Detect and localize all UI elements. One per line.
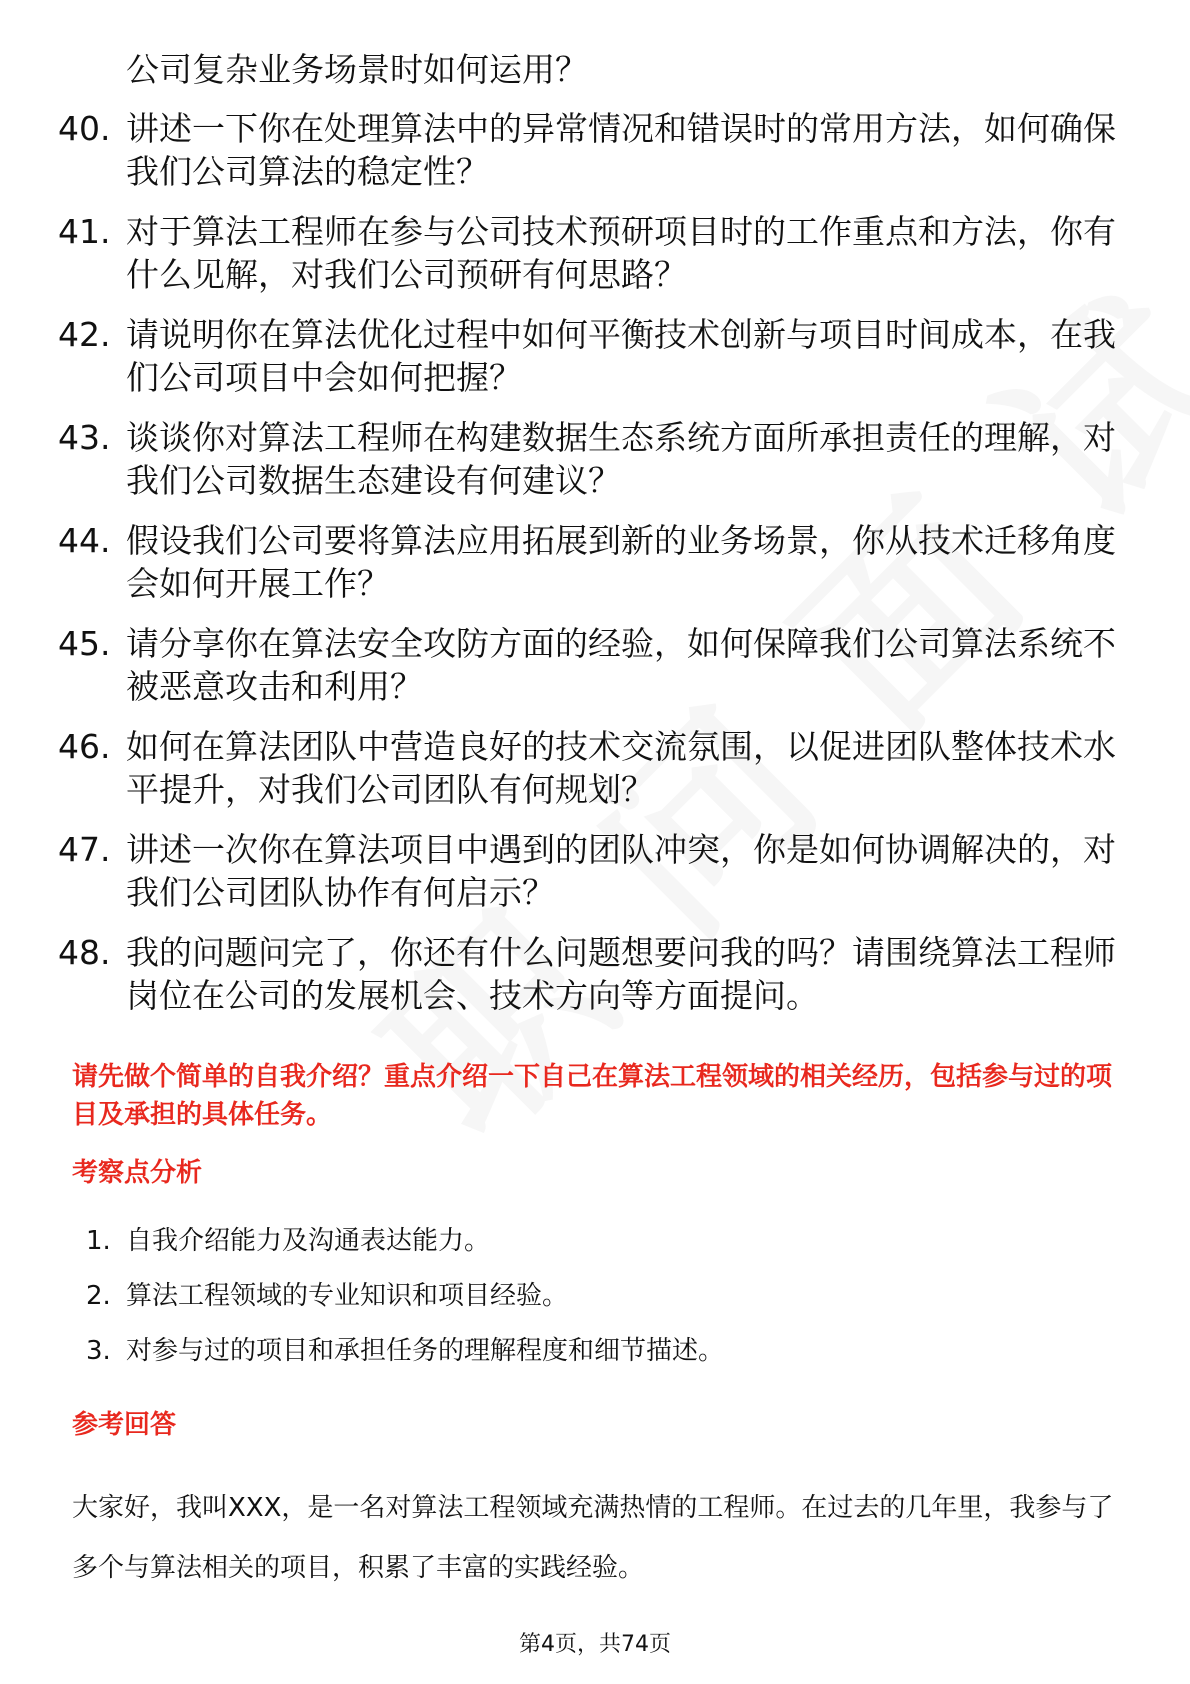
analysis-item <box>86 1279 1086 1313</box>
question-item <box>58 313 1138 399</box>
analysis-number: 1. <box>86 1226 111 1256</box>
question-item <box>58 48 1138 91</box>
reference-title: 参考回答 <box>72 1410 177 1440</box>
question-item <box>58 107 1138 193</box>
question-number: 46. <box>58 727 111 766</box>
analysis-text: 自我介绍能力及沟通表达能力。 <box>126 1226 491 1256</box>
question-item <box>58 622 1138 708</box>
analysis-number: 2. <box>86 1281 111 1311</box>
question-item <box>58 416 1138 502</box>
question-number: 45. <box>58 624 111 663</box>
question-text: 请分享你在算法安全攻防方面的经验，如何保障我们公司算法系统不被恶意攻击和利用？ <box>126 624 1116 706</box>
question-number: 47. <box>58 830 111 869</box>
analysis-number: 3. <box>86 1336 111 1366</box>
question-number: 40. <box>58 109 111 148</box>
question-item <box>58 725 1138 811</box>
reference-answer: 大家好，我叫XXX，是一名对算法工程领域充满热情的工程师。在过去的几年里，我参与了多个与算法相关的项目，积累了丰富的实践经验。 <box>72 1493 1114 1583</box>
analysis-list <box>86 1224 1086 1389</box>
question-number: 42. <box>58 315 111 354</box>
question-item <box>58 931 1138 1017</box>
question-number: 41. <box>58 212 111 251</box>
question-item <box>58 210 1138 296</box>
question-number: 43. <box>58 418 111 457</box>
question-text: 请说明你在算法优化过程中如何平衡技术创新与项目时间成本，在我们公司项目中会如何把握？ <box>126 315 1116 397</box>
question-text: 讲述一下你在处理算法中的异常情况和错误时的常用方法，如何确保我们公司算法的稳定性？ <box>126 109 1116 191</box>
analysis-item <box>86 1334 1086 1368</box>
question-text: 讲述一次你在算法项目中遇到的团队冲突，你是如何协调解决的，对我们公司团队协作有何启示？ <box>126 830 1116 912</box>
question-text: 假设我们公司要将算法应用拓展到新的业务场景，你从技术迁移角度会如何开展工作？ <box>126 521 1116 603</box>
question-number: 44. <box>58 521 111 560</box>
analysis-item <box>86 1224 1086 1258</box>
question-text: 如何在算法团队中营造良好的技术交流氛围，以促进团队整体技术水平提升，对我们公司团队有何规划？ <box>126 727 1116 809</box>
question-item <box>58 828 1138 914</box>
analysis-title: 考察点分析 <box>72 1158 203 1188</box>
question-text: 谈谈你对算法工程师在构建数据生态系统方面所承担责任的理解，对我们公司数据生态建设有何建议？ <box>126 418 1116 500</box>
question-text: 我的问题问完了，你还有什么问题想要问我的吗？请围绕算法工程师岗位在公司的发展机会、技术方向等方面提问。 <box>126 933 1116 1015</box>
analysis-text: 算法工程领域的专业知识和项目经验。 <box>126 1281 569 1311</box>
question-list <box>58 48 1138 1034</box>
question-item <box>58 519 1138 605</box>
question-text: 公司复杂业务场景时如何运用？ <box>126 50 588 89</box>
highlight-question: 请先做个简单的自我介绍？重点介绍一下自己在算法工程领域的相关经历，包括参与过的项目及承担的具体任务。 <box>72 1062 1113 1130</box>
question-number: 48. <box>58 933 111 972</box>
question-text: 对于算法工程师在参与公司技术预研项目时的工作重点和方法，你有什么见解，对我们公司预研有何思路？ <box>126 212 1116 294</box>
page-footer: 第4页，共74页 <box>519 1632 671 1657</box>
analysis-text: 对参与过的项目和承担任务的理解程度和细节描述。 <box>126 1336 725 1366</box>
